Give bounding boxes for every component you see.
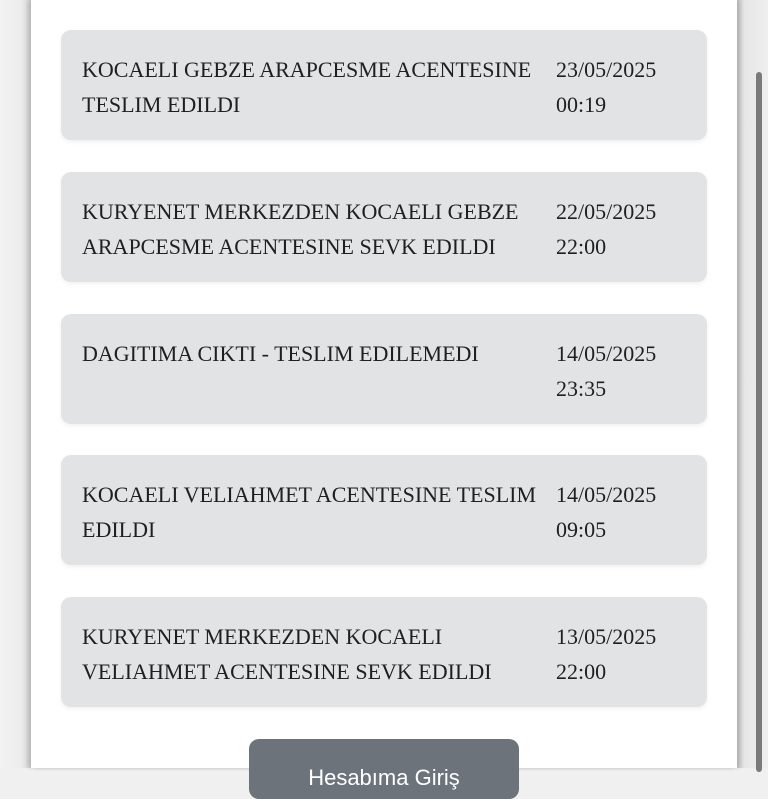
event-time: 22:00 — [556, 659, 607, 684]
event-time: 23:35 — [556, 376, 607, 401]
event-date: 22/05/2025 — [556, 199, 657, 224]
tracking-event-card — [61, 455, 707, 565]
tracking-event-card — [61, 30, 707, 140]
tracking-event-card — [61, 314, 707, 424]
tracking-event-card — [61, 172, 707, 282]
event-description: DAGITIMA CIKTI - TESLIM EDILEMEDI — [82, 341, 479, 366]
tracking-event-card — [61, 597, 707, 707]
right-margin — [737, 0, 768, 768]
left-margin — [0, 0, 31, 768]
scrollbar-thumb[interactable] — [756, 72, 762, 772]
event-time: 00:19 — [556, 92, 607, 117]
event-datetime — [556, 52, 656, 140]
event-date: 23/05/2025 — [556, 57, 657, 82]
event-datetime — [556, 336, 656, 424]
event-datetime — [556, 477, 656, 565]
event-description: KURYENET MERKEZDEN KOCAELI GEBZE ARAPCESME ACENTESINE SEVK EDILDI — [82, 199, 519, 259]
event-description: KURYENET MERKEZDEN KOCAELI VELIAHMET ACENTESINE SEVK EDILDI — [82, 624, 492, 684]
event-description: KOCAELI VELIAHMET ACENTESINE TESLIM EDILDI — [82, 482, 537, 542]
event-description: KOCAELI GEBZE ARAPCESME ACENTESINE TESLIM EDILDI — [82, 57, 532, 117]
event-date: 14/05/2025 — [556, 341, 657, 366]
account-login-button[interactable]: Hesabıma Giriş — [249, 739, 519, 799]
event-datetime — [556, 194, 656, 282]
event-date: 14/05/2025 — [556, 482, 657, 507]
event-date: 13/05/2025 — [556, 624, 657, 649]
event-time: 09:05 — [556, 517, 607, 542]
event-datetime — [556, 619, 656, 707]
event-time: 22:00 — [556, 234, 607, 259]
